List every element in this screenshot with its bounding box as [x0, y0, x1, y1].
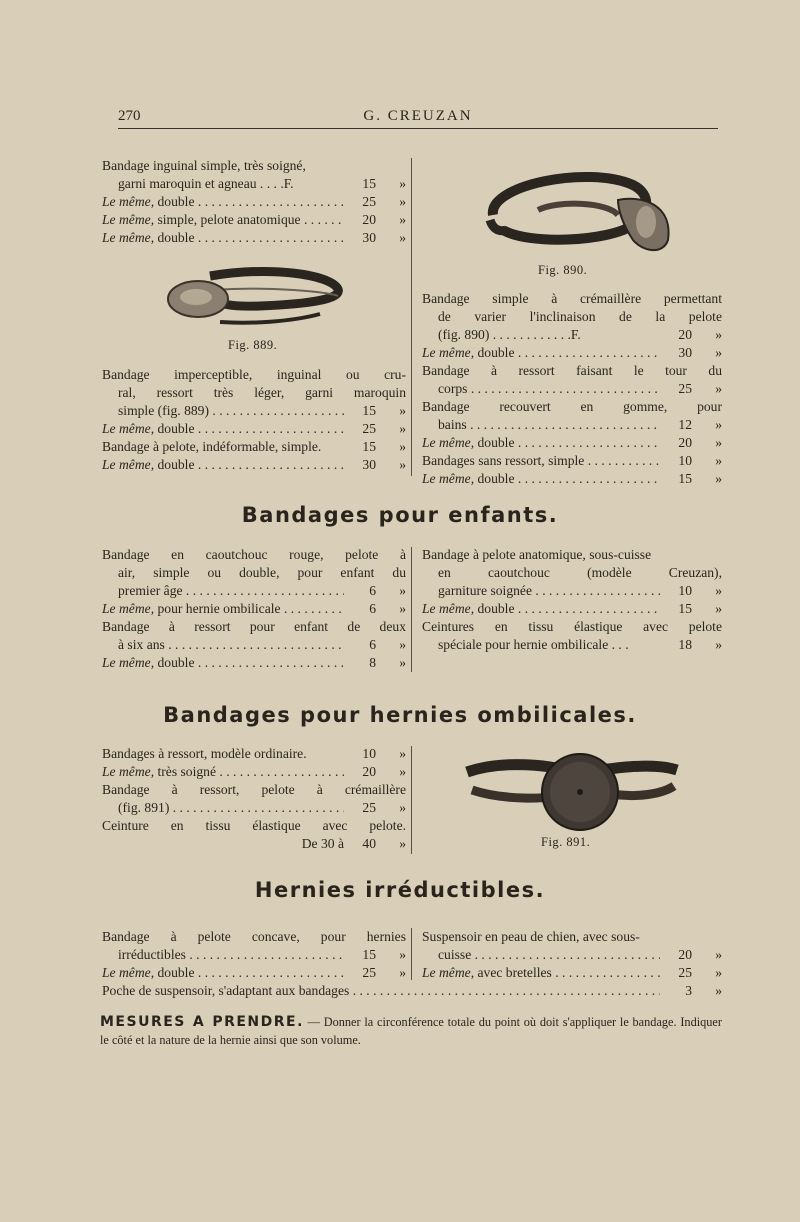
list-item: (fig. 890) . . . . . . . . . . . .F. 20 »	[438, 327, 722, 342]
list-item: Le même, double . . . 30 »	[422, 344, 722, 362]
section3-left-column	[102, 745, 406, 853]
section2-right-column	[422, 546, 722, 654]
list-item: Bandage à ressort pour enfant de deux	[102, 619, 406, 634]
list-item: corps . . . 25 »	[422, 380, 722, 398]
truss-figure-890	[468, 160, 678, 260]
list-item: Le même, double . . . 30 »	[102, 229, 406, 247]
list-item: Le même, avec bretelles . . . 25 »	[422, 964, 722, 982]
list-item: bains . . . 12 »	[422, 416, 722, 434]
list-item: Bandage recouvert en gomme, pour	[422, 399, 722, 414]
list-item: Poche de suspensoir, s'adaptant aux bandages . . . 3 »	[102, 982, 722, 1000]
list-item: ral, ressort très léger, garni maroquin	[118, 385, 406, 400]
page-header	[118, 104, 718, 129]
list-item: Bandage à pelote, indéformable, simple. 15 »	[102, 439, 406, 454]
list-item: Le même, très soigné . . . 20 »	[102, 763, 406, 781]
list-item: garniture soignée . . . 10 »	[422, 582, 722, 600]
list-item: De 30 à 40 »	[301, 836, 406, 851]
figure-caption: Fig. 891.	[541, 835, 591, 849]
block1-left-column-lower	[102, 366, 406, 474]
list-item: en caoutchouc (modèle Creuzan),	[438, 565, 722, 580]
list-item: de varier l'inclinaison de la pelote	[438, 309, 722, 324]
section4-left-column	[102, 928, 406, 982]
column-divider	[411, 746, 412, 854]
truss-figure-889	[160, 264, 345, 334]
list-item: Suspensoir en peau de chien, avec sous-	[422, 929, 640, 944]
section-title: Hernies irréductibles.	[254, 878, 546, 902]
list-item: simple (fig. 889) . . . 15 »	[102, 402, 406, 420]
section-title: Bandages pour enfants.	[241, 503, 559, 527]
figure-caption: Fig. 890.	[538, 263, 588, 277]
list-item: Bandage en caoutchouc rouge, pelote à	[102, 547, 406, 562]
block1-right-column	[422, 290, 722, 488]
list-item: premier âge . . . 6 »	[102, 582, 406, 600]
list-item: Bandage simple à crémaillère permettant	[422, 291, 722, 306]
list-item: (fig. 891) . . . 25 »	[102, 799, 406, 817]
list-item: cuisse . . . 20 »	[422, 946, 722, 964]
list-item: Le même, double . . . 25 »	[102, 193, 406, 211]
section4-full-width-row	[102, 982, 722, 1000]
list-item: Bandages sans ressort, simple . . . 10 »	[422, 452, 722, 470]
instructions-heading: MESURES A PRENDRE.	[100, 1014, 304, 1030]
list-item: Le même, simple, pelote anatomique . . . 20 »	[102, 211, 406, 229]
list-item: Bandage imperceptible, inguinal ou cru-	[102, 367, 406, 382]
list-item: spéciale pour hernie ombilicale . . . 18 »	[438, 637, 722, 652]
truss-figure-891	[462, 750, 684, 834]
list-item: Ceintures en tissu élastique avec pelote	[422, 619, 722, 634]
list-item: Bandage inguinal simple, très soigné,	[102, 158, 306, 173]
list-item: Bandage à ressort, pelote à crémaillère	[102, 782, 406, 797]
list-item: Le même, double . . . 15 »	[422, 470, 722, 488]
running-title: G. CREUZAN	[363, 108, 473, 124]
list-item: air, simple ou double, pour enfant du	[118, 565, 406, 580]
measurement-instructions	[100, 1013, 722, 1049]
list-item: Le même, pour hernie ombilicale . . . 6 »	[102, 600, 406, 618]
column-divider	[411, 158, 412, 476]
instructions-text: — Donner la circonférence totale du point où doit s'appliquer le bandage. Indiquer le côté et la nature de la hernie ainsi que son volume.	[100, 1015, 722, 1047]
list-item: Le même, double . . . 25 »	[102, 964, 406, 982]
list-item: Le même, double . . . 20 »	[422, 434, 722, 452]
column-divider	[411, 547, 412, 672]
section4-right-column	[422, 928, 722, 982]
figure-caption: Fig. 889.	[228, 338, 278, 352]
list-item: Ceinture en tissu élastique avec pelote.	[102, 818, 406, 833]
page-number: 270	[118, 108, 141, 124]
list-item: Bandage à pelote anatomique, sous-cuisse	[422, 547, 652, 562]
column-divider	[411, 928, 412, 980]
list-item: à six ans . . . 6 »	[102, 636, 406, 654]
list-item: Le même, double . . . 15 »	[422, 600, 722, 618]
list-item: Bandages à ressort, modèle ordinaire. 10 »	[102, 746, 406, 761]
section2-left-column	[102, 546, 406, 672]
block1-left-column	[102, 157, 406, 247]
list-item: irréductibles . . . 15 »	[102, 946, 406, 964]
list-item: Le même, double . . . 30 »	[102, 456, 406, 474]
section-title: Bandages pour hernies ombilicales.	[163, 703, 637, 727]
list-item: Le même, double . . . 25 »	[102, 420, 406, 438]
list-item: Bandage à pelote concave, pour hernies	[102, 929, 406, 944]
list-item: garni maroquin et agneau . . . .F. 15 »	[118, 176, 406, 191]
list-item: Le même, double . . . 8 »	[102, 654, 406, 672]
list-item: Bandage à ressort faisant le tour du	[422, 363, 722, 378]
